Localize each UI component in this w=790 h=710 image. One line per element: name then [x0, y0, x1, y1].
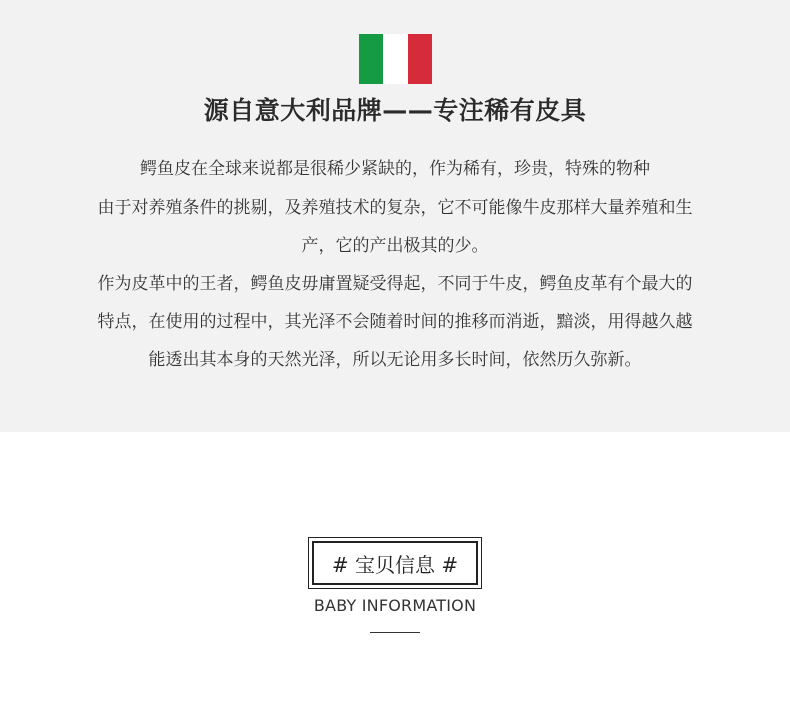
italy-flag-icon — [359, 34, 432, 84]
paragraph-line: 作为皮革中的王者，鳄鱼皮毋庸置疑受得起，不同于牛皮，鳄鱼皮革有个最大的 — [97, 274, 693, 294]
section-title: # 宝贝信息 # — [312, 541, 478, 585]
flag-stripe-white — [383, 34, 407, 84]
paragraph-line: 鳄鱼皮在全球来说都是很稀少紧缺的，作为稀有，珍贵，特殊的物种 — [140, 159, 650, 179]
section-subtitle: BABY INFORMATION — [313, 596, 477, 615]
paragraph-line: 产，它的产出极其的少。 — [301, 236, 489, 256]
brand-headline: 源自意大利品牌——专注稀有皮具 — [203, 96, 587, 125]
paragraph-line: 由于对养殖条件的挑剔，及养殖技术的复杂，它不可能像牛皮那样大量养殖和生 — [97, 198, 693, 218]
section-title-box — [308, 537, 482, 589]
flag-stripe-green — [359, 34, 383, 84]
flag-stripe-red — [408, 34, 432, 84]
section-divider — [370, 632, 420, 633]
paragraph-line: 特点，在使用的过程中，其光泽不会随着时间的推移而消逝，黯淡，用得越久越 — [97, 312, 693, 332]
paragraph-line: 能透出其本身的天然光泽，所以无论用多长时间，依然历久弥新。 — [148, 350, 642, 370]
